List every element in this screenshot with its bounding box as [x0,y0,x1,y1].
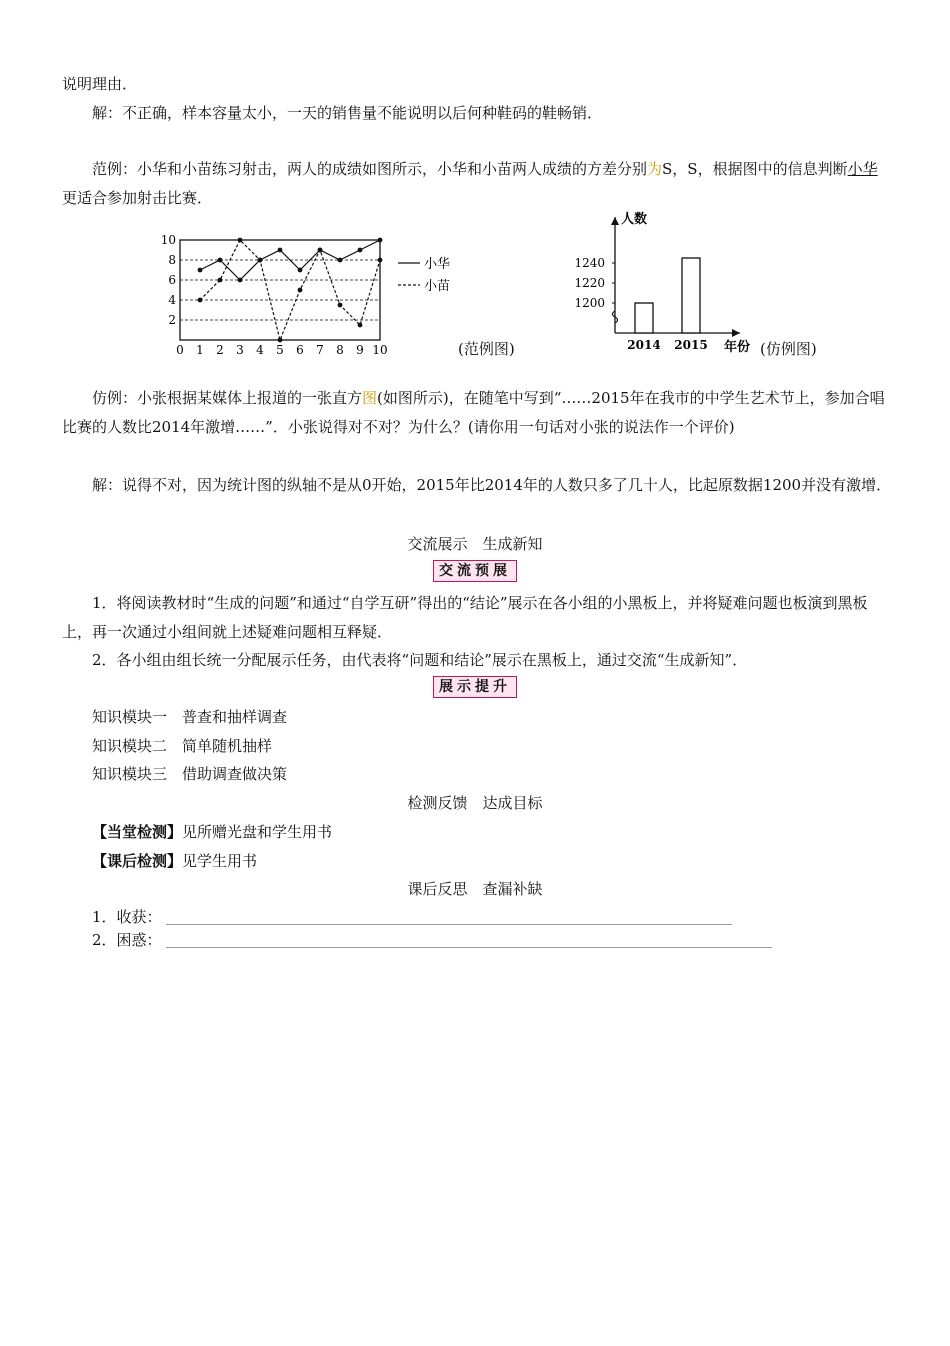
check-class-text: 见所赠光盘和学生用书 [182,823,333,841]
section-title-check: 检测反馈 达成目标 [407,794,543,812]
imitate-text-2: (如图所示)，在随笔中写到“……2015年在我市的中学生艺术节上，参加合唱比赛的人数比2014年激增……”．小张说得对不对？为什么？(请你用一句话对小张的说法作一个评价) [62,389,885,436]
check-after-label: 【课后检测】 [92,852,183,870]
bar-chart-bars [635,258,700,333]
line-chart-y-tick: 8 [168,253,176,267]
line-chart-point [198,268,203,273]
line-chart-x-tick: 10 [372,343,388,357]
line-chart-point [378,238,383,243]
line-chart-point [298,288,303,293]
paragraph-imitate [62,384,892,442]
example-answer: 小华 [847,160,878,178]
line-chart-point [298,268,303,273]
example-text-1: 范例：小华和小苗练习射击，两人的成绩如图所示，小华和小苗两人成绩的方差分别 [92,160,648,178]
line-chart-point [318,248,323,253]
line-chart-point [338,258,343,263]
bar-chart-bar [682,258,700,333]
section-title-exchange: 交流展示 生成新知 [407,535,543,553]
line-chart-x-tick: 5 [276,343,284,357]
participants-bar-chart [560,205,760,360]
bar-chart-y-tick: 1200 [574,296,605,310]
line-chart-caption: (范例图) [458,340,515,358]
bar-chart-x-tick: 2015 [674,338,708,352]
line-chart-y-tick: 10 [160,233,176,247]
reflect-gain-line[interactable] [166,924,732,925]
reflect-gain-label: 1．收获： [92,908,162,926]
imitate-text-1: 仿例：小张根据某媒体上报道的一张直方 [92,389,363,407]
line-chart-series [198,238,383,343]
module-1: 知识模块一 普查和抽样调查 [92,708,288,726]
line-chart-point [278,248,283,253]
line-chart-legend-label: 小华 [424,257,451,272]
reflect-doubt-label: 2．困惑： [92,931,162,949]
line-chart-y-tick: 4 [168,293,176,307]
example-mark: 为 [647,160,663,178]
line-chart-x-tick: 0 [176,343,184,357]
line-chart-point [238,238,243,243]
paragraph-example [62,155,892,213]
line-chart-y-tick: 6 [168,273,176,287]
check-after-text: 见学生用书 [182,852,258,870]
line-chart-point [258,258,263,263]
line-chart-point [378,258,383,263]
line-chart-x-tick: 7 [316,343,324,357]
check-class-label: 【当堂检测】 [92,823,183,841]
line-chart-point [198,298,203,303]
line-chart-x-tick: 8 [336,343,344,357]
bar-chart-y-tick: 1240 [574,256,605,270]
line-chart-point [218,258,223,263]
score-line-chart [150,225,460,360]
line-chart-point [358,248,363,253]
line-chart-point [338,303,343,308]
line-chart-point [218,278,223,283]
bar-chart-x-arrow [732,329,740,337]
bar-chart-y-label: 人数 [621,212,648,227]
paragraph-answer-1: 解：不正确，样本容量太小，一天的销售量不能说明以后何种鞋码的鞋畅销． [92,104,603,122]
bar-chart-x-label: 年份 [724,340,751,355]
exchange-item-1: 1．将阅读教材时“生成的问题”和通过“自学互研”得出的“结论”展示在各小组的小黑板上，并将疑难问题也板演到黑板上，再一次通过小组间就上述疑难问题相互释疑． [62,594,868,641]
line-chart-point [358,323,363,328]
bar-chart-axes [611,211,750,355]
line-chart-legend-label: 小苗 [424,279,451,294]
line-chart-x-tick: 4 [256,343,264,357]
paragraph-imitate-answer: 解：说得不对，因为统计图的纵轴不是从0开始，2015年比2014年的人数只多了几十人，比起原数据1200并没有激增． [92,476,892,494]
line-chart-y-tick: 2 [168,313,176,327]
example-text-2: S，S，根据图中的信息判断 [662,160,848,178]
line-chart-x-tick: 6 [296,343,304,357]
tag-show: 展示提升 [433,676,517,698]
line-chart-point [278,338,283,343]
exchange-item-2: 2．各小组由组长统一分配展示任务，由代表将“问题和结论”展示在黑板上，通过交流“生成新知”． [92,651,748,669]
line-chart-x-tick: 1 [196,343,204,357]
check-after [92,847,922,876]
line-chart-legend [398,256,450,294]
bar-chart-y-tick: 1220 [574,276,605,290]
line-chart-ticks [161,233,388,357]
bar-chart-x-tick: 2014 [627,338,661,352]
module-3: 知识模块三 借助调查做决策 [92,765,288,783]
tag-exchange-wrap [0,560,950,582]
module-2: 知识模块二 简单随机抽样 [92,737,273,755]
bar-chart-caption: (仿例图) [760,340,817,358]
bar-chart-y-arrow [611,217,619,225]
line-chart-x-tick: 3 [236,343,244,357]
line-chart-point [238,278,243,283]
example-text-3: 更适合参加射击比赛． [62,189,213,207]
line-chart-x-tick: 2 [216,343,224,357]
section-title-reflect: 课后反思 查漏补缺 [407,880,543,898]
tag-exchange: 交流预展 [433,560,517,582]
paragraph-reason: 说明理由． [62,75,138,93]
tag-show-wrap [0,676,950,698]
reflect-doubt-line[interactable] [166,947,772,948]
bar-chart-bar [635,303,653,333]
line-chart-x-tick: 9 [356,343,364,357]
line-chart-series-line [200,240,380,340]
imitate-mark: 图 [362,389,378,407]
check-class [92,818,922,847]
